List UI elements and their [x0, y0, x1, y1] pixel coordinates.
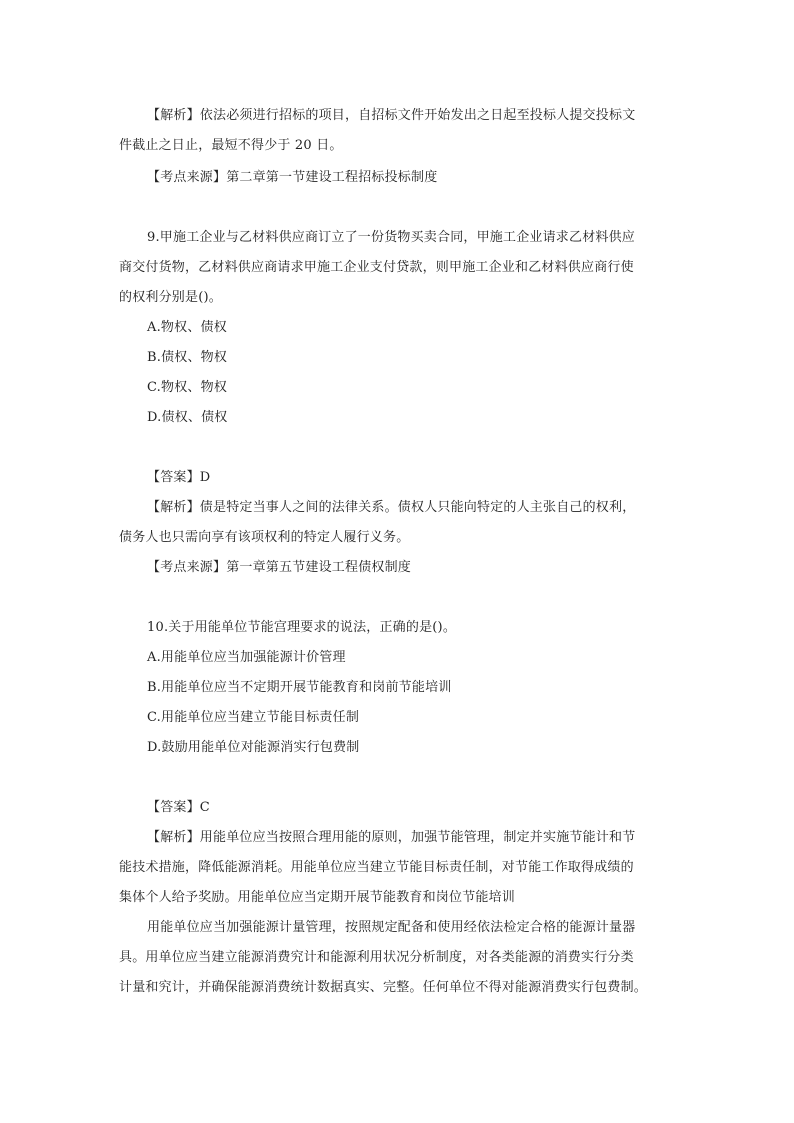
- q10-stem: 10.关于用能单位节能宫理要求的说法，正确的是()。: [147, 620, 457, 635]
- q10-option-d: D.鼓励用能单位对能源消实行包费制: [147, 740, 360, 755]
- q9-option-b: B.债权、物权: [147, 350, 228, 365]
- q10-extra-line-1: 用能单位应当加强能源计量管理，按照规定配备和使用经依法检定合格的能源计量器: [147, 920, 636, 935]
- prev-analysis-line-2: 件截止之日止，最短不得少于 20 日。: [119, 138, 343, 153]
- q10-option-a: A.用能单位应当加强能源计价管理: [147, 650, 346, 665]
- q9-answer: 【答案】D: [147, 470, 211, 485]
- q10-analysis-line-2: 能技术措施，降低能源消耗。用能单位应当建立节能目标责任制，对节能工作取得成绩的: [119, 860, 634, 875]
- q9-analysis-line-2: 债务人也只需向享有该项权利的特定人履行义务。: [119, 530, 410, 545]
- q9-option-a: A.物权、债权: [147, 320, 227, 335]
- q9-option-c: C.物权、物权: [147, 380, 228, 395]
- q10-analysis-line-3: 集体个人给予奖励。用能单位应当定期开展节能教育和岗位节能培训: [119, 890, 516, 905]
- q10-extra-line-2: 具。用单位应当建立能源消费究计和能源利用状况分析制度，对各类能源的消费实行分类: [119, 950, 634, 965]
- prev-source: 【考点来源】第二章第一节建设工程招标投标制度: [147, 170, 438, 185]
- q9-option-d: D.债权、债权: [147, 410, 228, 425]
- prev-analysis-line-1: 【解析】依法必须进行招标的项目，自招标文件开始发出之日起至投标人提交投标文: [147, 108, 636, 123]
- q10-option-c: C.用能单位应当建立节能目标责任制: [147, 710, 360, 725]
- q9-stem-line-1: 9.甲施工企业与乙材料供应商订立了一份货物买卖合同，甲施工企业请求乙材料供应: [147, 230, 636, 245]
- q9-source: 【考点来源】第一章第五节建设工程债权制度: [147, 560, 412, 575]
- q10-extra-line-3: 计量和究计，并确保能源消费统计数据真实、完整。任何单位不得对能源消费实行包费制。: [119, 980, 648, 995]
- q9-analysis-line-1: 【解析】债是特定当事人之间的法律关系。债权人只能向特定的人主张自己的权利，: [147, 500, 636, 515]
- q10-analysis-line-1: 【解析】用能单位应当按照合理用能的原则，加强节能管理，制定并实施节能计和节: [147, 830, 636, 845]
- q9-stem-line-3: 的权利分别是()。: [119, 290, 222, 305]
- q9-stem-line-2: 商交付货物，乙材料供应商请求甲施工企业支付贷款，则甲施工企业和乙材料供应商行使: [119, 260, 634, 275]
- q10-answer: 【答案】C: [147, 800, 210, 815]
- q10-option-b: B.用能单位应当不定期开展节能教育和岗前节能培训: [147, 680, 452, 695]
